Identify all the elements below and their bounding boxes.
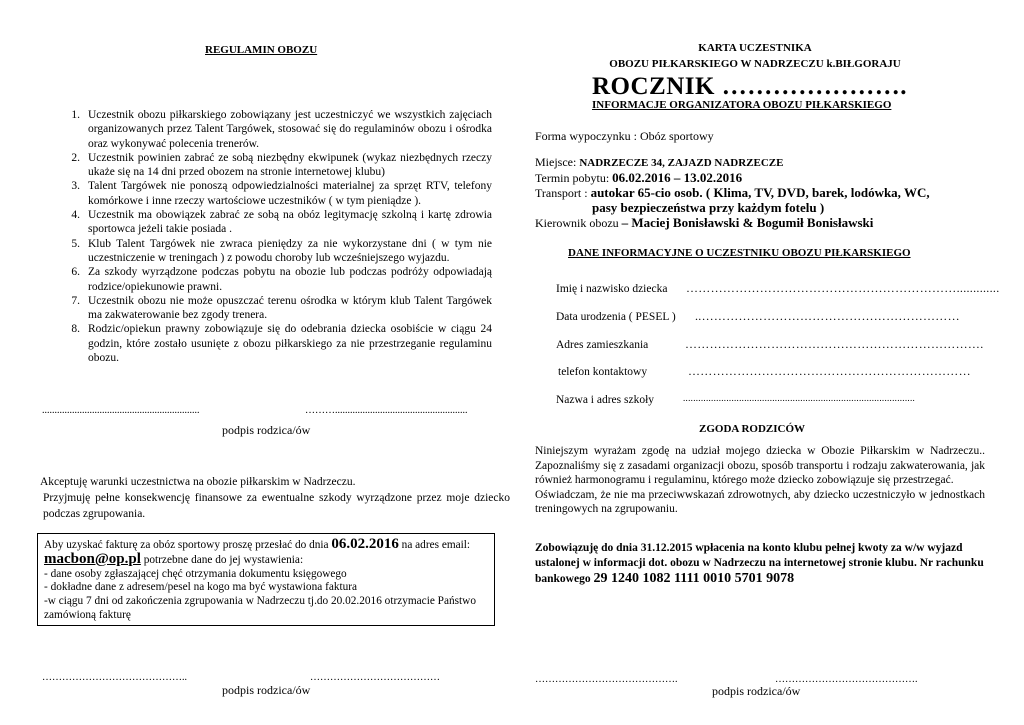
rule-item: 7. Uczestnik obozu nie może opuszczać terenu ośrodka w którym klub Talent Targówek ma zakwaterowanie bez zgody trenera. [71,294,492,322]
card-subtitle: OBOZU PIŁKARSKIEGO W NADRZECZU k.BIŁGORAJU [609,58,901,70]
phone-label: telefon kontaktowy [558,366,648,378]
signature-caption: podpis rodzica/ów [222,423,311,437]
rule-text: Uczestnik obozu nie może opuszczać terenu ośrodka w którym klub Talent Targówek ma zakwaterowanie bez zgody trenera. [88,294,492,322]
transport-value: autokar 65-cio osob. ( Klima, TV, DVD, barek, lodówka, WC, [590,185,930,200]
parent-signature-caption: podpis rodzica/ów [712,684,801,698]
rule-item: 4. Uczestnik ma obowiązek zabrać ze sobą na obóz legitymację szkolną i kartę zdrowia sportowca jeżeli takie posiada . [71,209,492,236]
parent-signature-line-left[interactable]: ……………………………………. [535,674,678,685]
rule-item: 2. Uczestnik powinien zabrać ze sobą niezbędny ekwipunek (wykaz niezbędnych rzeczy ukaże się na 14 dni przed obozem na stronie internetowej klubu) [71,151,492,179]
consent-paragraph: Oświadczam, że nie ma przeciwwskazań zdrowotnych, aby dziecko uczestniczyło w jednostkach treningowych na zgrupowaniu. [535,488,985,515]
invoice-info-box [37,533,495,626]
rule-text: Talent Targówek nie ponoszą odpowiedzialności materialnej za sprzęt RTV, telefony komórkowe i inne rzeczy wartościowe uczestników ( w tym pieniądze ). [88,180,492,207]
school-field[interactable]: ........................................................................................... [683,393,916,403]
birth-date-label: Data urodzenia ( PESEL ) [556,311,676,323]
signature-line-right-2[interactable]: ………………………………… [310,672,440,683]
parent-signature-line-right[interactable]: ……………………………………. [775,674,918,685]
signature-line-left-2[interactable]: …………………………………….. [42,672,187,683]
card-title: KARTA UCZESTNIKA [698,42,812,54]
invoice-line: - dokładne dane z adresem/pesel na kogo ma być wystawiona faktura [44,581,358,594]
rule-text: Uczestnik ma obowiązek zabrać ze sobą na obóz legitymację szkolną i kartę zdrowia sportowca jeżeli takie posiada . [88,209,492,236]
signature-line-left[interactable]: ............................................................... [42,405,200,416]
invoice-deadline: 06.02.2016 [331,536,399,552]
rule-text: Uczestnik powinien zabrać ze sobą niezbędny ekwipunek (wykaz niezbędnych rzeczy ukaże się na 14 dni przed obozem na stronie internetowej klubu) [88,151,492,179]
year-of-birth-field[interactable]: ROCZNIK …………………. [592,73,907,100]
child-name-field[interactable]: …………………………………………………………............. [686,281,1000,295]
consent-paragraph: Niniejszym wyrażam zgodę na udział mojego dziecka w Obozie Piłkarskim w Nadrzeczu.. Zapoznaliśmy się z zasadami organizacji obozu, sposób transportu i rodzaju zakwaterowania, jak również harmonogramu i regulaminu, którego może dziecko zobowiązuje się przestrzegać. [535,445,985,486]
parental-consent-header: ZGODA RODZICÓW [699,423,806,435]
consent-text [535,444,985,517]
rule-item: 1. Uczestnik obozu piłkarskiego zobowiązany jest uczestniczyć we wszystkich zajęciach organizowanych przez Talent Targówek, stosować się do regulaminów obozu i ośrodka oraz wykonywać polecenia trenerów. [71,109,492,150]
bank-account-number: 29 1240 1082 1111 0010 5701 9078 [593,571,795,586]
manager-line: Kierownik obozu – Maciej Bonisławski & Bogumił Bonisławski [535,215,874,230]
rules-title: REGULAMIN OBOZU [205,44,318,56]
rule-item: 6. Za szkody wyrządzone podczas pobytu na obozie lub podczas podróży odpowiadają rodzice/opiekunowie prawni. [71,266,492,293]
manager-value: – Maciej Bonisławski & Bogumił Bonisławski [621,215,874,230]
organizer-info-header: INFORMACJE ORGANIZATORA OBOZU PIŁKARSKIEGO [592,99,892,111]
child-name-label: Imię i nazwisko dziecka [556,283,668,295]
place-line: Miejsce: NADRZECZE 34, ZAJAZD NADRZECZE [535,155,784,169]
acceptance-line: Akceptuję warunki uczestnictwa na obozie piłkarskim w Nadrzeczu. [40,476,356,488]
invoice-line: - dane osoby zgłaszającej chęć otrzymania dokumentu księgowego [44,567,347,580]
birth-date-field[interactable]: ..……………………………………………………… [695,309,960,323]
rules-list [60,108,492,365]
school-label: Nazwa i adres szkoły [556,394,655,406]
rule-item: 8. Rodzic/opiekun prawny zobowiązuje się do odebrania dziecka osobiście w ciągu 24 godzin, które zostało usunięte z obozu piłkarskiego za nie przestrzeganie regulaminu obozu. [71,323,492,365]
transport-line: Transport : autokar 65-cio osob. ( Klima, TV, DVD, barek, lodówka, WC, [535,185,930,200]
invoice-request: Aby uzyskać fakturę za obóz sportowy proszę przesłać do dnia 06.02.2016 na adres email: macbon@op.pl potrzebne dane do jej wystawienia: [44,536,471,567]
address-field[interactable]: ………………………………………………………………. [685,337,984,351]
place-value: NADRZECZE 34, ZAJAZD NADRZECZE [579,157,784,169]
rule-item: 5. Klub Talent Targówek nie zwraca pieniędzy za nie wykorzystane dni ( w tym nie uczestniczenie w treningach ) z powodu choroby lub wcześniejszego wyjazdu. [71,237,492,264]
signature-caption-2: podpis rodzica/ów [222,683,311,697]
transport-line-2: pasy bezpieczeństwa przy każdym fotelu ) [592,200,825,215]
payment-obligation: Zobowiązuję do dnia 31.12.2015 wpłacenia na konto klubu pełnej kwoty za w/w wyjazd ustalonej w informacji dot. obozu w Nadrzeczu na internetowej stronie klubu. Nr rachunku bankowego 29 1240 1082 1111 0010 5701 9078 [535,542,984,586]
phone-field[interactable]: …………………………………………………………… [688,364,971,378]
term-value: 06.02.2016 – 13.02.2016 [612,170,743,185]
term-line: Termin pobytu: 06.02.2016 – 13.02.2016 [535,170,743,185]
acceptance-text [40,474,510,522]
invoice-email-link[interactable]: macbon@op.pl [44,550,141,567]
camp-form-line: Forma wypoczynku : Obóz sportowy [535,129,714,143]
rule-item: 3. Talent Targówek nie ponoszą odpowiedzialności materialnej za sprzęt RTV, telefony komórkowe i inne rzeczy wartościowe uczestników ( w tym pieniądze ). [71,180,492,207]
rule-text: Klub Talent Targówek nie zwraca pieniędzy za nie wykorzystane dni ( w tym nie uczestniczenie w treningach ) z powodu choroby lub wcześniejszego wyjazdu. [88,237,492,264]
rule-text: Za szkody wyrządzone podczas pobytu na obozie lub podczas podróży odpowiadają rodzice/opiekunowie prawni. [88,266,492,293]
rule-text: Rodzic/opiekun prawny zobowiązuje się do odebrania dziecka osobiście w ciągu 24 godzin, które zostało usunięte z obozu piłkarskiego za nie przestrzeganie regulaminu obozu. [88,323,492,365]
signature-line-right[interactable]: ………..................................................... [305,405,468,416]
rule-text: Uczestnik obozu piłkarskiego zobowiązany jest uczestniczyć we wszystkich zajęciach organizowanych przez Talent Targówek, stosować się do regulaminów obozu i ośrodka oraz wykonywać polecenia trenerów. [88,109,492,150]
address-label: Adres zamieszkania [556,339,649,351]
invoice-line: -w ciągu 7 dni od zakończenia zgrupowania w Nadrzeczu tj.do 20.02.2016 otrzymacie Państwo zamówioną fakturę [44,595,476,621]
acceptance-line: Przyjmuję pełne konsekwencję finansowe za ewentualne szkody wyrządzone przez moje dziecko podczas zgrupowania. [43,492,510,520]
participant-data-header: DANE INFORMACYJNE O UCZESTNIKU OBOZU PIŁKARSKIEGO [568,247,911,259]
